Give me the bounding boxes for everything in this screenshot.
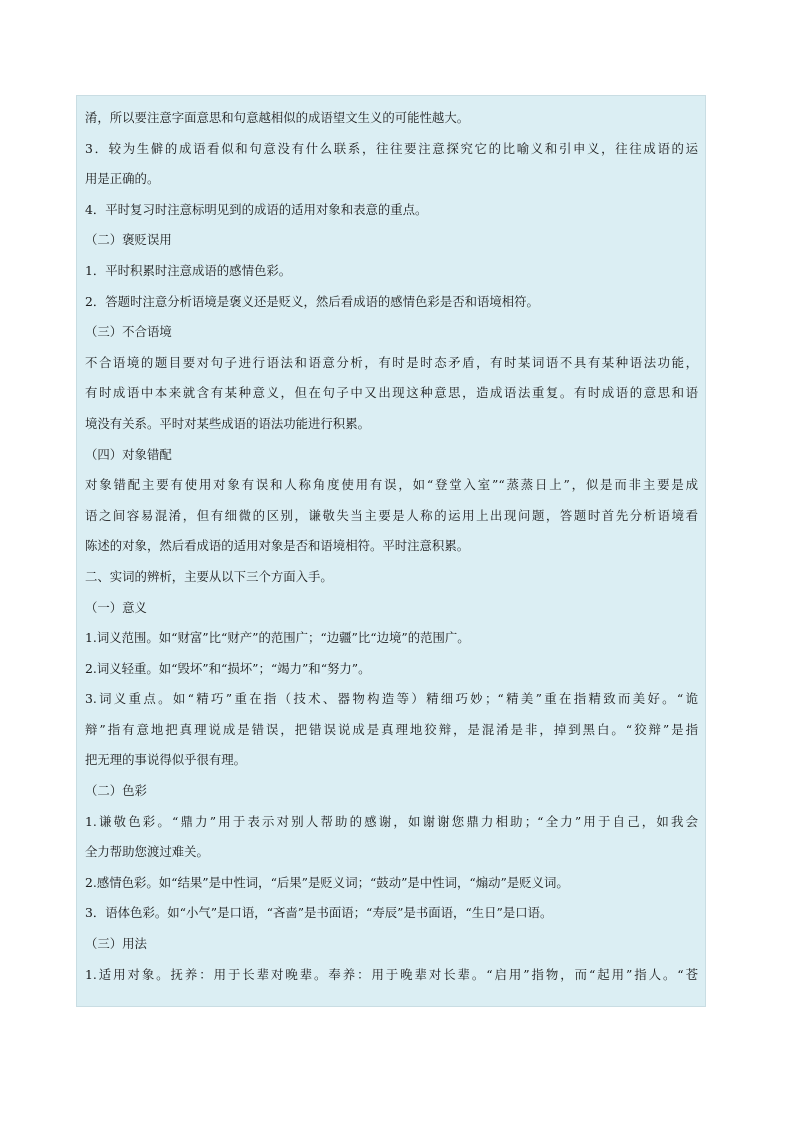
text-line: 有时成语中本来就含有某种意义，但在句子中又出现这种意思，造成语法重复。有时成语的意思和语	[85, 385, 698, 401]
text-line: 淆，所以要注意字面意思和句意越相似的成语望文生义的可能性越大。	[85, 110, 470, 125]
text-line: 不合语境的题目要对句子进行语法和语意分析，有时是时态矛盾，有时某词语不具有某种语法功能，	[85, 354, 698, 370]
text-line: 1.谦敬色彩。“鼎力”用于表示对别人帮助的感谢，如谢谢您鼎力相助；“全力”用于自己，如我会	[85, 813, 698, 829]
text-line: 用是正确的。	[85, 171, 160, 187]
text-line: （三）不合语境	[85, 324, 172, 340]
text-line: 把无理的事说得似乎很有理。	[85, 752, 247, 768]
text-line: 对象错配主要有使用对象有误和人称角度使用有误，如“登堂入室”“蒸蒸日上”，似是而非主要是成	[85, 477, 698, 493]
text-line: 2.词义轻重。如“毁坏”和“损坏”；“竭力”和“努力”。	[85, 660, 371, 676]
document-body	[76, 95, 706, 1007]
text-line: （四）对象错配	[85, 446, 172, 462]
text-line: 1．平时积累时注意成语的感情色彩。	[85, 262, 292, 278]
text-line: 1.词义范围。如“财富”比“财产”的范围广；“边疆”比“边境”的范围广。	[85, 630, 470, 646]
text-line: 辩”指有意地把真理说成是错误，把错误说成是真理地狡辩，是混淆是非，掉到黑白。“狡辩”是指	[85, 721, 698, 737]
text-line: 境没有关系。平时对某些成语的语法功能进行积累。	[85, 415, 370, 431]
text-line: （一）意义	[85, 599, 147, 615]
text-line: 1.适用对象。抚养：用于长辈对晚辈。奉养：用于晚辈对长辈。“启用”指物，而“起用”指人。“苍	[85, 966, 698, 982]
text-line: 4．平时复习时注意标明见到的成语的适用对象和表意的重点。	[85, 201, 428, 217]
text-line: 陈述的对象，然后看成语的适用对象是否和语境相符。平时注意积累。	[85, 538, 470, 554]
text-line: 全力帮助您渡过难关。	[85, 844, 209, 860]
text-line: （二）褒贬误用	[85, 232, 172, 248]
text-line: 3.词义重点。如“精巧”重在指（技术、器物构造等）精细巧妙；“精美”重在指精致而美好。“诡	[85, 691, 698, 707]
text-line: 二、实词的辨析，主要从以下三个方面入手。	[85, 568, 333, 584]
text-line: 2.感情色彩。如“结果”是中性词，“后果”是贬义词；“鼓动”是中性词，“煽动”是贬义词。	[85, 874, 569, 890]
text-line: 3．较为生僻的成语看似和句意没有什么联系，往往要注意探究它的比喻义和引申义，往往成语的运	[85, 140, 698, 156]
text-line: 3．语体色彩。如“小气”是口语，“吝啬”是书面语；“寿辰”是书面语，“生日”是口语。	[85, 905, 553, 921]
text-line: 2．答题时注意分析语境是褒义还是贬义，然后看成语的感情色彩是否和语境相符。	[85, 293, 539, 309]
text-line: （三）用法	[85, 936, 147, 952]
text-line: （二）色彩	[85, 783, 147, 799]
text-line: 语之间容易混淆，但有细微的区别，谦敬失当主要是人称的运用上出现问题，答题时首先分析语境看	[85, 507, 698, 523]
